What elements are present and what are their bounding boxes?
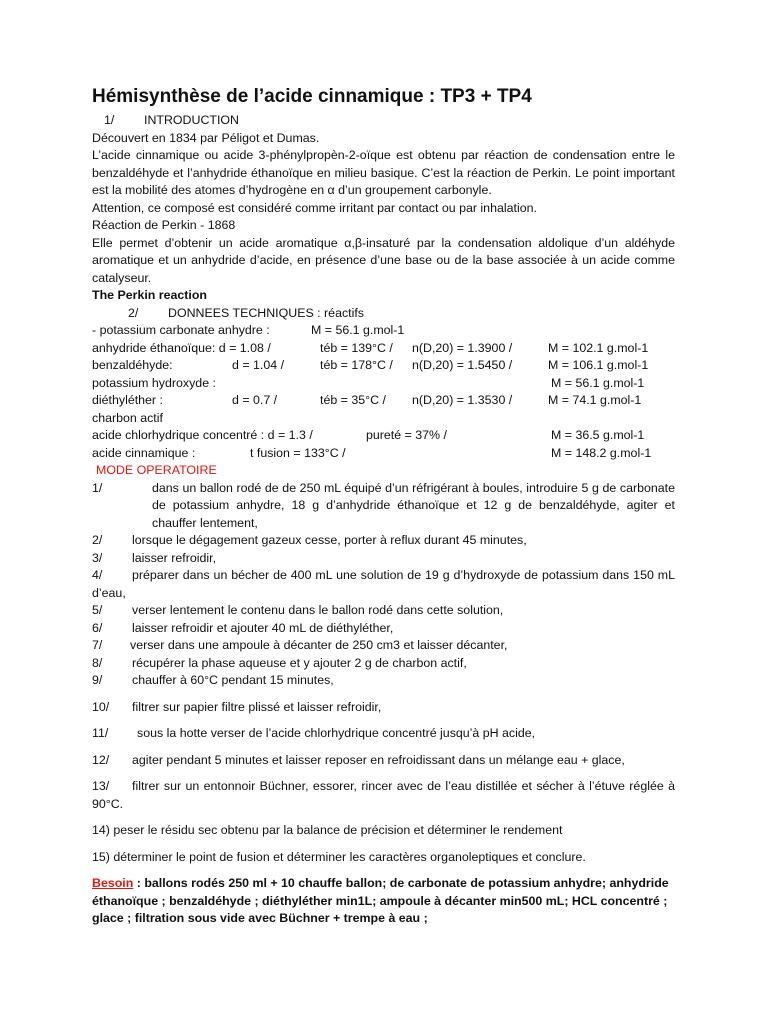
donnees-heading-number: 2/ [128, 305, 139, 320]
reagent-cell: M = 56.1 g.mol-1 [551, 375, 645, 390]
besoin-paragraph [92, 875, 675, 928]
step-text: récupérer la phase aqueuse et y ajouter 2 g de charbon actif, [132, 655, 467, 670]
reagent-cell: potassium hydroxyde : [92, 375, 216, 390]
mode-operatoire-heading: MODE OPERATOIRE [96, 463, 217, 477]
step-text: chauffer à 60°C pendant 15 minutes, [132, 673, 334, 687]
reagent-cell: téb = 35°C / [320, 393, 386, 407]
step-text: filtrer sur papier filtre plissé et laisser refroidir, [132, 699, 382, 714]
step-text: laisser refroidir, [132, 550, 217, 565]
reagent-row-anhydride [92, 340, 675, 358]
reagent-row-potassium-hydroxyde [92, 375, 675, 393]
step-item [92, 532, 675, 550]
step-number: 12/ [92, 752, 110, 767]
step-number: 11/ [92, 726, 109, 740]
reagent-cell: n(D,20) = 1.5450 / [412, 358, 513, 372]
step-number: 8/ [92, 655, 103, 670]
intro-line-warning: Attention, ce composé est considéré comme irritant par contact ou par inhalation. [92, 200, 537, 215]
intro-paragraph-definition: L’acide cinnamique ou acide 3-phénylpropèn-2-oïque est obtenu par réaction de condensation entre le benzaldéhyde et l’anhydride éthanoïque en milieu basique. C’est la réaction de Perkin. Le point important est la mobilité des atomes d’hydrogène en α d’un groupement carbonyle. [92, 148, 675, 197]
reagent-cell: n(D,20) = 1.3530 / [412, 393, 513, 407]
reagent-row-hcl [92, 427, 675, 445]
besoin-text: : ballons rodés 250 ml + 10 chauffe ballon; de carbonate de potassium anhydre; anhydride éthanoïque ; benzaldéhyde ; diéthyléther min1L; ampoule à décanter min500 mL; HCL concentré ; glace ; filtration sous vide avec Büchner + trempe à eau ; [92, 876, 669, 925]
perkin-reaction-label: The Perkin reaction [92, 288, 207, 302]
reagent-cell: acide chlorhydrique concentré : d = 1.3 / [92, 428, 313, 442]
step-number: 1/ [92, 480, 103, 495]
step-number: 3/ [92, 550, 103, 565]
step-number: 10/ [92, 699, 110, 714]
reagent-cell: n(D,20) = 1.3900 / [412, 340, 513, 355]
donnees-heading [92, 305, 675, 323]
page-title: Hémisynthèse de l’acide cinnamique : TP3 + TP4 [92, 86, 532, 107]
reagent-cell: t fusion = 133°C / [250, 445, 346, 460]
reagent-cell: charbon actif [92, 410, 163, 425]
step-number: 5/ [92, 603, 103, 617]
reagent-cell: M = 36.5 g.mol-1 [551, 428, 645, 442]
step-text: préparer dans un bécher de 400 mL une solution de 19 g d’hydroxyde de potassium dans 150 mL d’eau, [92, 568, 675, 600]
reagent-row-diethylether [92, 392, 675, 410]
step-number: 13/ [92, 779, 110, 793]
step-item [92, 480, 675, 533]
step-number: 2/ [92, 533, 103, 547]
step-text: laisser refroidir et ajouter 40 mL de diéthyléther, [132, 620, 394, 635]
reagent-cell: d = 1.04 / [232, 358, 285, 372]
step-item [92, 672, 675, 690]
step-item [92, 725, 675, 743]
step-item [92, 655, 675, 673]
intro-line-perkin-date: Réaction de Perkin - 1868 [92, 218, 236, 232]
step-item [92, 602, 675, 620]
intro-heading-number: 1/ [104, 113, 115, 127]
reagent-cell: M = 74.1 g.mol-1 [548, 393, 642, 407]
step-text: dans un ballon rodé de de 250 mL équipé d’un réfrigérant à boules, introduire 5 g de carbonate de potassium anhydre, 18 g d’anhydride éthanoïque et 12 g de benzaldéhyde, agiter et chauffer lentement, [152, 480, 675, 530]
step-text: agiter pendant 5 minutes et laisser reposer en refroidissant dans un mélange eau + glace, [132, 752, 625, 767]
reagent-row-potassium-carbonate [92, 322, 675, 340]
step-text: verser lentement le contenu dans le ballon rodé dans cette solution, [132, 603, 504, 617]
reagent-row-benzaldehyde [92, 357, 675, 375]
reagent-cell: d = 0.7 / [232, 393, 278, 407]
intro-paragraph-perkin: Elle permet d’obtenir un acide aromatique α,β-insaturé par la condensation aldolique d’un aldéhyde aromatique et un anhydride d’acide, en présence d’une base ou de la base associée à un acide comme catalyseur. [92, 235, 675, 285]
step-item-14: 14) peser le résidu sec obtenu par la balance de précision et déterminer le rendement [92, 823, 563, 837]
reagent-cell: anhydride éthanoïque: d = 1.08 / [92, 340, 271, 355]
reagent-cell: M = 56.1 g.mol-1 [311, 323, 405, 337]
reagent-cell: téb = 178°C / [320, 358, 393, 372]
step-text: verser dans une ampoule à décanter de 250 cm3 et laisser décanter, [130, 638, 508, 652]
intro-heading [92, 112, 675, 130]
step-text: filtrer sur un entonnoir Büchner, essorer, rincer avec de l’eau distillée et sécher à l’étuve réglée à 90°C. [92, 779, 675, 811]
step-number: 6/ [92, 620, 103, 635]
reagent-cell: M = 102.1 g.mol-1 [548, 340, 649, 355]
reagent-cell: diéthyléther : [92, 393, 163, 407]
intro-heading-text: INTRODUCTION [144, 113, 239, 127]
reagent-row-acide-cinnamique [92, 445, 675, 463]
step-number: 7/ [92, 638, 103, 652]
step-text: lorsque le dégagement gazeux cesse, porter à reflux durant 45 minutes, [132, 533, 527, 547]
donnees-heading-text: DONNEES TECHNIQUES : réactifs [168, 305, 364, 320]
step-item [92, 620, 675, 638]
step-item [92, 637, 675, 655]
step-text: sous la hotte verser de l’acide chlorhydrique concentré jusqu’à pH acide, [137, 726, 536, 740]
reagent-cell: pureté = 37% / [366, 428, 447, 442]
step-item [92, 778, 675, 813]
step-number: 9/ [92, 673, 103, 687]
reagent-cell: M = 148.2 g.mol-1 [551, 445, 652, 460]
reagent-cell: téb = 139°C / [320, 340, 393, 355]
reagent-cell: benzaldéhyde: [92, 358, 173, 372]
step-item-15: 15) déterminer le point de fusion et déterminer les caractères organoleptiques et conclure. [92, 849, 586, 864]
step-item [92, 567, 675, 602]
reagent-row-charbon-actif [92, 410, 675, 428]
reagent-cell: M = 106.1 g.mol-1 [548, 358, 649, 372]
besoin-label: Besoin [92, 876, 134, 890]
document-body [92, 112, 675, 928]
reagent-cell: - potassium carbonate anhydre : [92, 323, 270, 337]
step-item [92, 550, 675, 568]
step-number: 4/ [92, 568, 103, 582]
step-item [92, 699, 675, 717]
reagent-cell: acide cinnamique : [92, 445, 196, 460]
step-item [92, 752, 675, 770]
intro-line-discovery: Découvert en 1834 par Péligot et Dumas. [92, 130, 320, 145]
